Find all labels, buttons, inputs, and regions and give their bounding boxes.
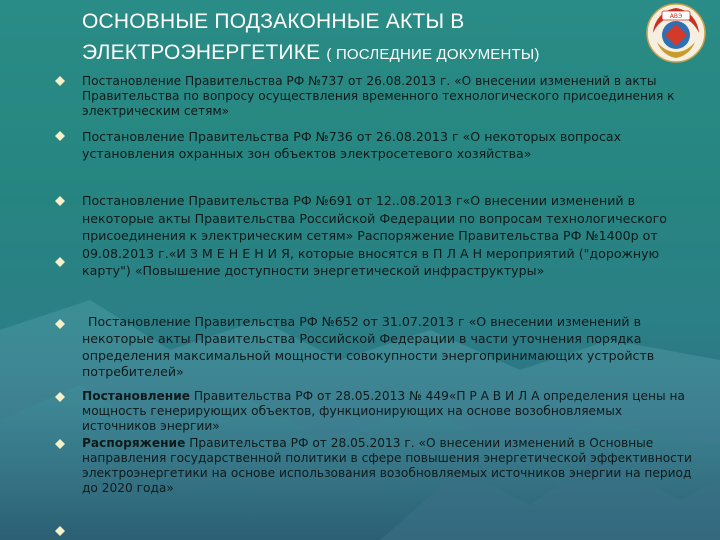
list-item [82,389,692,434]
diamond-bullet-icon [55,526,65,536]
item-bold-prefix: Распоряжение [82,436,186,450]
list-item [82,436,692,496]
diamond-bullet-icon [55,439,65,449]
diamond-bullet-icon [55,131,65,141]
list-item: Постановление Правительства РФ №652 от 31.07.2013 г «О внесении изменений в некоторые акты Правительства Российской Федерации в части уточнения порядка определения максимальной мощности совокупности энергопринимающих устройств потребителей» [82,314,655,380]
list-item: Постановление Правительства РФ №737 от 26.08.2013 г. «О внесении изменений в акты Правительства по вопросу осуществления временного технологического присоединения к электрическим сетям» [82,74,675,118]
item-bold-prefix: Постановление [82,389,191,403]
diamond-bullet-icon [55,76,65,86]
item-text: Правительства РФ от 28.05.2013 г. «О внесении изменений в Основные направления государственной политики в сфере повышения энергетической эффективности электроэнергетики на основе использования возобновляемых источников энергии на период до 2020 года» [82,436,692,495]
item-text: Правительства РФ от 28.05.2013 № 449«П Р А В И Л А определения цены на мощность генерирующих объектов, функционирующих на основе возобновляемых источников энергии» [82,389,685,433]
emblem-label: АВЭ [669,13,683,20]
list-item: Постановление Правительства РФ №736 от 26.08.2013 г «О некоторых вопросах установления охранных зон объектов электросетевого хозяйства» [82,129,622,161]
title-subtitle: ( ПОСЛЕДНИЕ ДОКУМЕНТЫ) [326,46,540,63]
diamond-bullet-icon [55,319,65,329]
title-line-1: ОСНОВНЫЕ ПОДЗАКОННЫЕ АКТЫ В [82,10,465,33]
diamond-bullet-icon [55,257,65,267]
title-main: ЭЛЕКТРОЭНЕРГЕТИКЕ [82,41,321,64]
list-item: Постановление Правительства РФ №691 от 12..08.2013 г«О внесении изменений в некоторые акты Правительства Российской Федерации по вопросам технологического присоединения к электрическим сетям» Распоряжение Правительства РФ №1400р от 09.08.2013 г.«И З М Е Н Е Н И Я, которые вносятся в П Л А Н мероприятий ("дорожную карту") «Повышение доступности энергетической инфраструктуры» [82,193,667,278]
diamond-bullet-icon [55,392,65,402]
diamond-bullet-icon [55,196,65,206]
